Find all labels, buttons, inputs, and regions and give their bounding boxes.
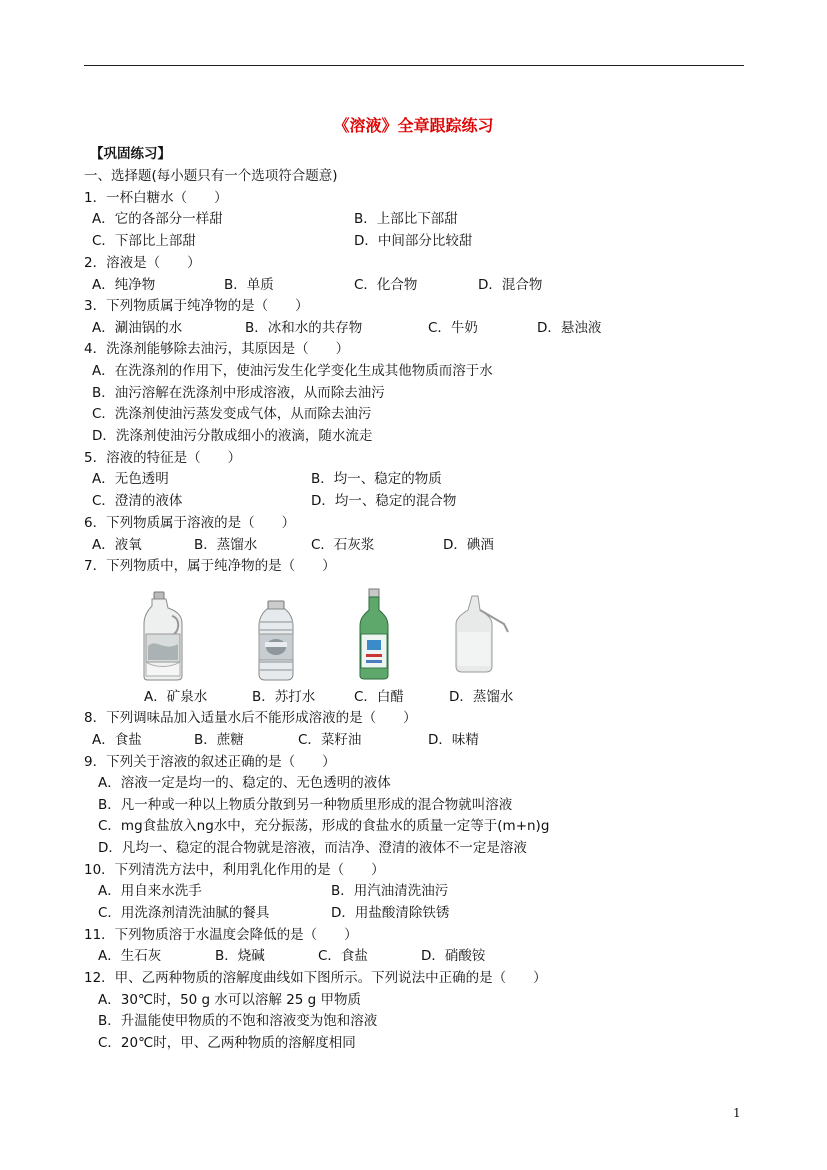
q5-option-b: B．均一、稳定的物质 — [311, 471, 442, 487]
q1-option-b: B．上部比下部甜 — [354, 211, 458, 227]
question-2-stem: 2．溶液是（ ） — [84, 255, 201, 271]
q8-option-c: C．菜籽油 — [298, 732, 362, 748]
q4-option-d: D．洗涤剂使油污分散成细小的液滴，随水流走 — [92, 428, 373, 444]
q12-option-b: B．升温能使甲物质的不饱和溶液变为饱和溶液 — [98, 1013, 378, 1029]
q8-option-a: A．食盐 — [92, 732, 142, 748]
q1-option-a: A．它的各部分一样甜 — [92, 211, 223, 227]
mineral-water-bottle-image — [140, 590, 186, 682]
question-10-stem: 10．下列清洗方法中，利用乳化作用的是（ ） — [84, 862, 385, 878]
header-rule — [84, 65, 744, 66]
q7-option-c: C．白醋 — [354, 689, 404, 705]
q9-option-a: A．溶液一定是均一的、稳定的、无色透明的液体 — [98, 775, 391, 791]
section-heading: 【巩固练习】 — [90, 146, 171, 162]
q7-option-d: D．蒸馏水 — [449, 689, 514, 705]
q7-option-a: A．矿泉水 — [144, 689, 208, 705]
q11-option-a: A．生石灰 — [98, 948, 162, 964]
question-11-stem: 11．下列物质溶于水温度会降低的是（ ） — [84, 927, 358, 943]
q12-option-a: A．30℃时，50 g 水可以溶解 25 g 甲物质 — [98, 992, 362, 1008]
q4-option-c: C．洗涤剂使油污蒸发变成气体，从而除去油污 — [92, 406, 372, 422]
q5-option-c: C．澄清的液体 — [92, 493, 183, 509]
q10-option-a: A．用自来水洗手 — [98, 883, 202, 899]
page-title: 《溶液》全章跟踪练习 — [333, 116, 494, 135]
q11-option-d: D．硝酸铵 — [421, 948, 486, 964]
q9-option-d: D．凡均一、稳定的混合物就是溶液，而洁净、澄清的液体不一定是溶液 — [98, 840, 527, 856]
question-4-stem: 4．洗涤剂能够除去油污，其原因是（ ） — [84, 341, 350, 357]
q6-option-b: B．蒸馏水 — [194, 537, 258, 553]
q5-option-a: A．无色透明 — [92, 471, 169, 487]
question-7-stem: 7．下列物质中，属于纯净物的是（ ） — [84, 558, 336, 574]
part-heading: 一、选择题(每小题只有一个选项符合题意) — [84, 168, 338, 184]
q7-option-b: B．苏打水 — [252, 689, 316, 705]
q2-option-d: D．混合物 — [478, 277, 543, 293]
question-12-stem: 12．甲、乙两种物质的溶解度曲线如下图所示。下列说法中正确的是（ ） — [84, 970, 547, 986]
q10-option-b: B．用汽油清洗油污 — [331, 883, 449, 899]
q11-option-c: C．食盐 — [318, 948, 368, 964]
q1-option-c: C．下部比上部甜 — [92, 233, 196, 249]
q3-option-a: A．涮油锅的水 — [92, 320, 183, 336]
question-3-stem: 3．下列物质属于纯净物的是（ ） — [84, 298, 309, 314]
page-number: 1 — [733, 1106, 741, 1120]
q6-option-d: D．碘酒 — [443, 537, 494, 553]
soda-water-bottle-image — [253, 600, 299, 682]
q6-option-c: C．石灰浆 — [311, 537, 375, 553]
q9-option-b: B．凡一种或一种以上物质分散到另一种物质里形成的混合物就叫溶液 — [98, 797, 513, 813]
question-8-stem: 8．下列调味品加入适量水后不能形成溶液的是（ ） — [84, 710, 417, 726]
q8-option-d: D．味精 — [428, 732, 479, 748]
q2-option-c: C．化合物 — [354, 277, 418, 293]
q8-option-b: B．蔗糖 — [194, 732, 244, 748]
q4-option-a: A．在洗涤剂的作用下，使油污发生化学变化生成其他物质而溶于水 — [92, 363, 493, 379]
q5-option-d: D．均一、稳定的混合物 — [311, 493, 457, 509]
q6-option-a: A．液氧 — [92, 537, 142, 553]
q2-option-a: A．纯净物 — [92, 277, 156, 293]
q4-option-b: B．油污溶解在洗涤剂中形成溶液，从而除去油污 — [92, 385, 385, 401]
question-6-stem: 6．下列物质属于溶液的是（ ） — [84, 515, 296, 531]
question-1-stem: 1．一杯白糖水（ ） — [84, 190, 228, 206]
q3-option-c: C．牛奶 — [428, 320, 478, 336]
q10-option-d: D．用盐酸清除铁锈 — [331, 905, 450, 921]
question-9-stem: 9．下列关于溶液的叙述正确的是（ ） — [84, 754, 336, 770]
question-5-stem: 5．溶液的特征是（ ） — [84, 450, 242, 466]
q12-option-c: C．20℃时，甲、乙两种物质的溶解度相同 — [98, 1035, 356, 1051]
q1-option-d: D．中间部分比较甜 — [354, 233, 473, 249]
q3-option-d: D．悬浊液 — [537, 320, 602, 336]
q2-option-b: B．单质 — [224, 277, 274, 293]
q11-option-b: B．烧碱 — [215, 948, 265, 964]
white-vinegar-bottle-image — [358, 588, 390, 680]
q10-option-c: C．用洗涤剂清洗油腻的餐具 — [98, 905, 270, 921]
q3-option-b: B．冰和水的共存物 — [245, 320, 363, 336]
q9-option-c: C．mg食盐放入ng水中，充分振荡，形成的食盐水的质量一定等于(m+n)g — [98, 818, 550, 834]
distilled-water-bottle-image — [452, 592, 512, 674]
